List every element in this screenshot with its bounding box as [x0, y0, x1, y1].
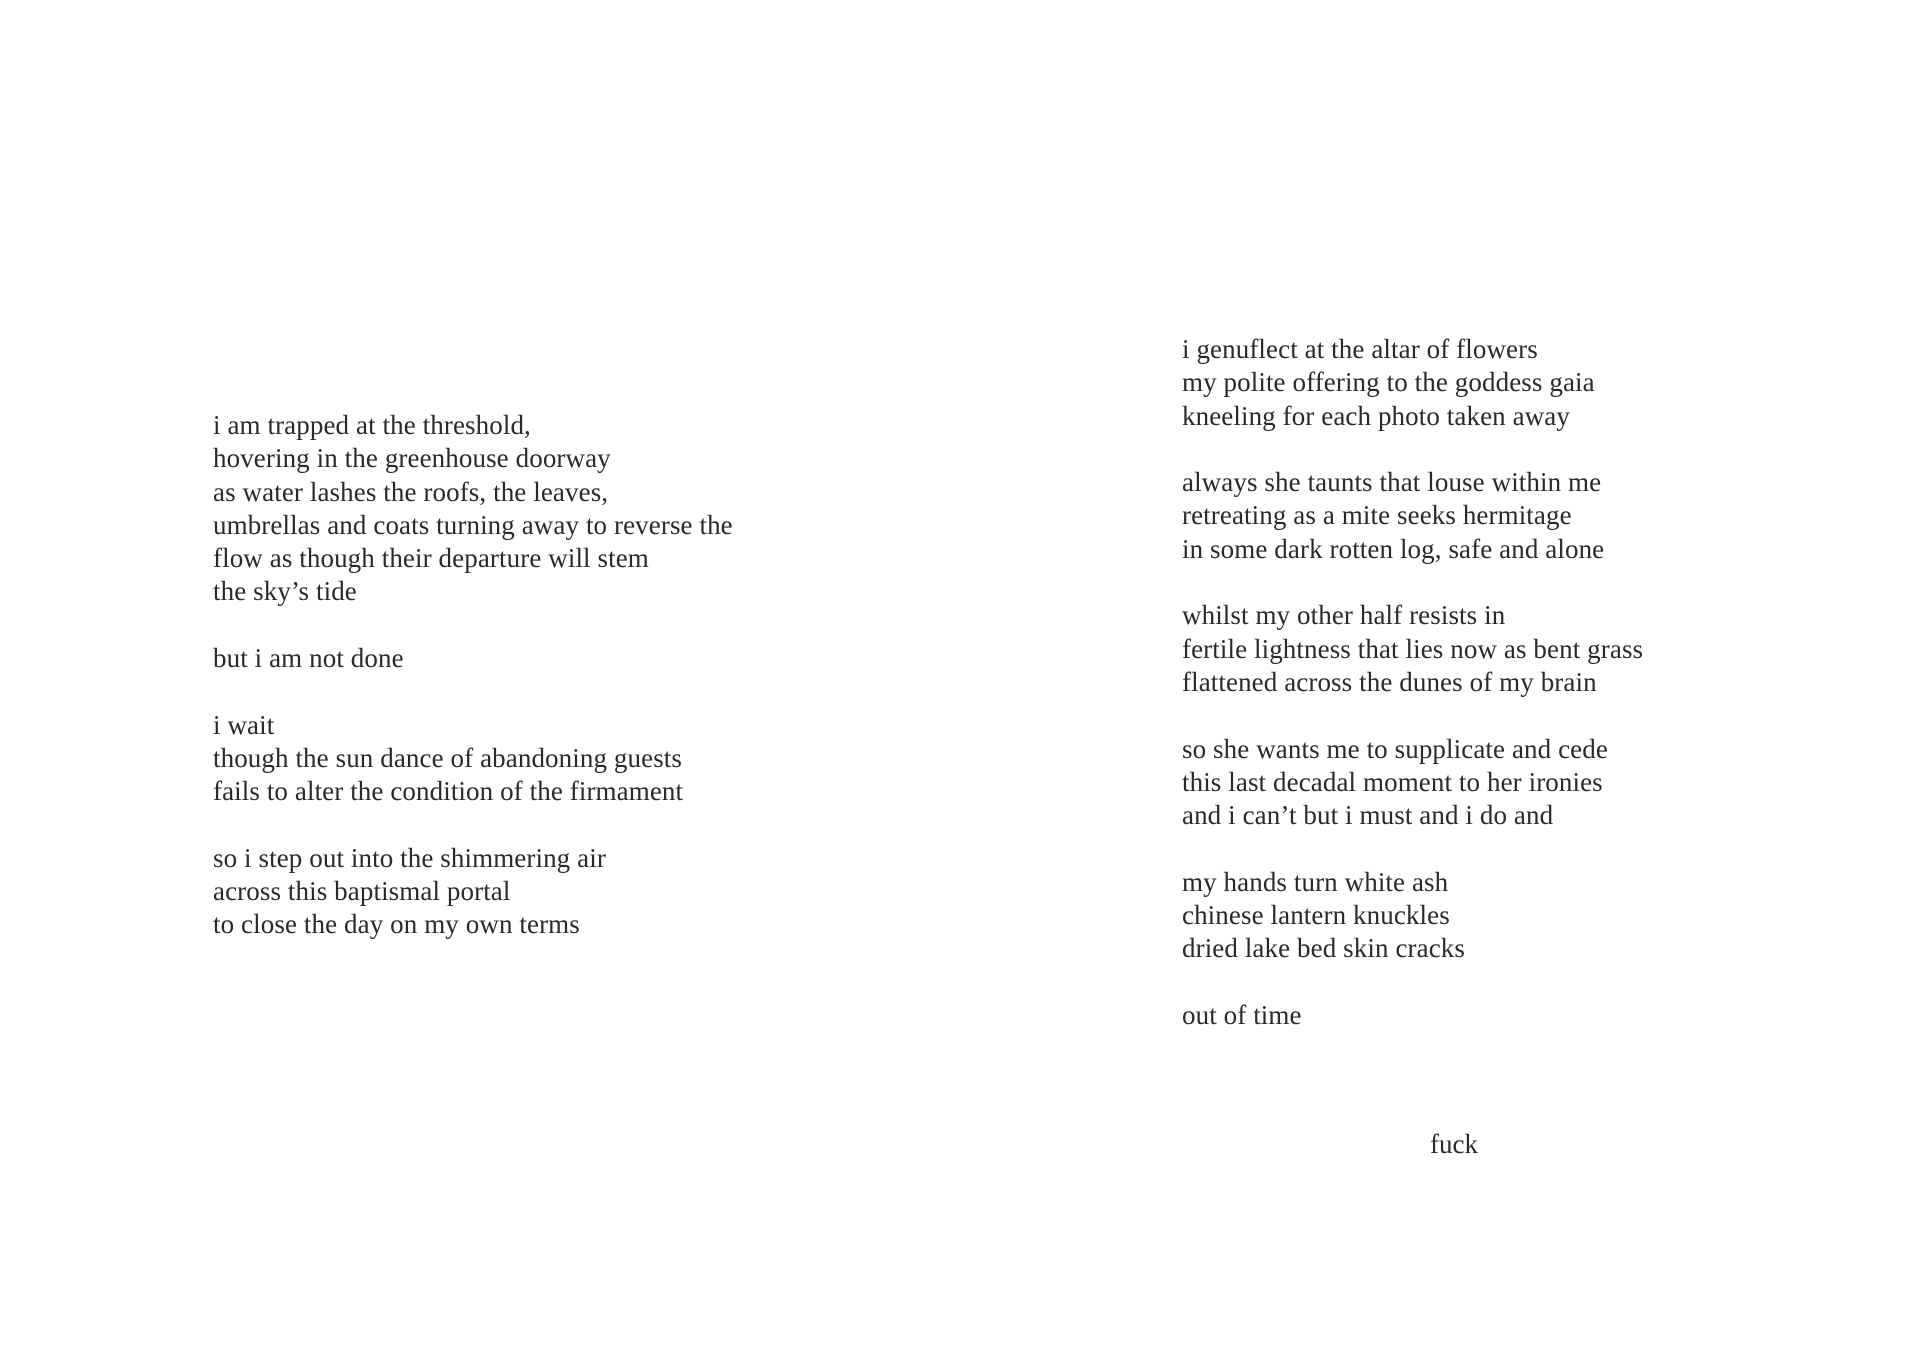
poem-line: though the sun dance of abandoning guests [213, 742, 683, 773]
poem-line: so she wants me to supplicate and cede [1182, 733, 1608, 764]
stanza [1182, 999, 1643, 1032]
poem-line: dried lake bed skin cracks [1182, 933, 1465, 964]
stanza [213, 409, 733, 609]
stanza [1182, 733, 1643, 833]
poem-line: so i step out into the shimmering air [213, 842, 606, 873]
poem-line: fertile lightness that lies now as bent grass [1182, 633, 1644, 664]
poem-line: this last decadal moment to her ironies [1182, 766, 1603, 797]
poem-line: fails to alter the condition of the firmament [213, 776, 684, 807]
right-poem [1182, 333, 1643, 1032]
poem-line: but i am not done [213, 643, 404, 674]
poem-line: the sky’s tide [213, 576, 357, 607]
stanza [1182, 599, 1643, 699]
poem-line: whilst my other half resists in [1182, 600, 1506, 631]
poem-line: flow as though their departure will stem [213, 543, 649, 574]
poem-line: kneeling for each photo taken away [1182, 400, 1570, 431]
poem-line: as water lashes the roofs, the leaves, [213, 476, 609, 507]
left-poem [213, 409, 733, 942]
poem-line: umbrellas and coats turning away to reverse the [213, 509, 733, 540]
poem-line: across this baptismal portal [213, 876, 511, 907]
stanza [213, 642, 733, 675]
stanza [1182, 866, 1643, 966]
stanza [1182, 333, 1643, 433]
poem-line: flattened across the dunes of my brain [1182, 666, 1597, 697]
right-page [960, 0, 1920, 1362]
poem-line: i wait [213, 709, 275, 740]
stanza [213, 709, 733, 809]
stanza [213, 842, 733, 942]
poem-line: i am trapped at the threshold, [213, 410, 531, 440]
stanza [1182, 466, 1643, 566]
poem-line: retreating as a mite seeks hermitage [1182, 500, 1572, 531]
poem-line: always she taunts that louse within me [1182, 467, 1602, 498]
poem-line: my polite offering to the goddess gaia [1182, 367, 1595, 398]
poem-line: out of time [1182, 999, 1302, 1030]
poem-line: my hands turn white ash [1182, 866, 1449, 897]
poem-line: and i can’t but i must and i do and [1182, 800, 1554, 831]
poem-line: chinese lantern knuckles [1182, 900, 1450, 931]
poem-line: i genuflect at the altar of flowers [1182, 334, 1538, 364]
coda-text: fuck [1430, 1129, 1478, 1159]
poem-line: hovering in the greenhouse doorway [213, 443, 611, 474]
poem-line: in some dark rotten log, safe and alone [1182, 533, 1605, 564]
poem-line: to close the day on my own terms [213, 909, 580, 940]
